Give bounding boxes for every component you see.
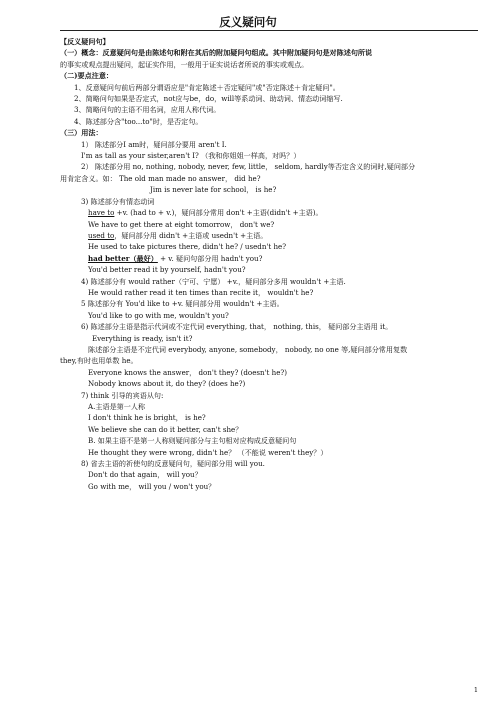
usage-6: 6) 陈述部分主语是指示代词或不定代词 everything, that， nothing, this， 疑问部分主语用 it。 — [81, 322, 393, 332]
usage-5: 5 陈述部分有 You'd like to +v. 疑问部分用 wouldn't +主语。 — [81, 299, 284, 309]
example-line: I don't think he is bright， is he? — [88, 413, 206, 423]
key-point-4: 4、陈述部分含"too...to"时，是否定句。 — [74, 116, 203, 126]
usage-3-had-better: had better（最好） + v. 疑问句部分用 hadn't you? — [88, 253, 263, 263]
example-line: Nobody knows about it, do they? (does he?) — [88, 379, 246, 389]
example-line: I'm as tall as your sister,aren't I? （我和你姐姐一样高，对吗？） — [81, 151, 301, 161]
key-point-1: 1、反意疑问句前后两部分谓语应是"肯定陈述＋否定疑问"或"否定陈述＋肯定疑问"。 — [74, 82, 340, 92]
usage-6-note-cont: they,有时也用单数 he。 — [60, 356, 138, 366]
document-title: 反义疑问句 — [219, 15, 277, 29]
example-line: You'd like to go with me, wouldn't you? — [88, 310, 229, 320]
document-body — [60, 36, 480, 492]
used-to-term: used to — [88, 230, 115, 240]
have-to-term: have to — [88, 208, 115, 218]
example-line: Don't do that again， will you？ — [88, 470, 202, 480]
title-divider — [60, 30, 478, 31]
usage-1: 1） 陈述部分I am时，疑问部分要用 aren't I. — [81, 139, 227, 149]
example-line: He used to take pictures there, didn't he? / usedn't he? — [88, 242, 287, 252]
usage-3: 3) 陈述部分有情态动词 — [81, 196, 155, 206]
usage-3-have-to: have to +v. (had to + v.)，疑问部分常用 don't +主语(didn't +主语)。 — [88, 208, 323, 218]
key-points-heading: （二)要点注意： — [60, 71, 114, 81]
usage-6-note: 陈述部分主语是不定代词 everybody, anyone, somebody， nobody, no one 等,疑问部分常用复数 — [88, 344, 408, 354]
example-line: We believe she can do it better, can't she？ — [88, 424, 243, 434]
key-point-3: 3、简略问句的主语不用名词，应用人称代词。 — [74, 105, 221, 115]
usage-2: 2） 陈述部分用 no, nothing, nobody, never, few, little， seldom, hardly等否定含义的词时,疑问部分 — [81, 162, 416, 172]
usage-8: 8) 省去主语的祈使句的反意疑问句，疑问部分用 will you. — [81, 459, 265, 469]
usage-7-a: A.主语是第一人称 — [88, 402, 146, 411]
key-point-2: 2、简略问句如果是否定式，not应与be，do，will等系动词、助动词、情态动词缩写. — [74, 94, 343, 104]
example-line: He would rather read it ten times than recite it， wouldn't he? — [88, 287, 314, 297]
example-line: You'd better read it by yourself, hadn't you? — [88, 265, 246, 275]
usage-4: 4) 陈述部分有 would rather（宁可、宁愿） +v.，疑问部分多用 wouldn't +主语. — [81, 276, 346, 286]
example-line: He thought they were wrong, didn't he？ （不能说 weren't they？） — [88, 447, 328, 457]
concept-line: （一）概念：反意疑问句是由陈述句和附在其后的附加疑问句组成。其中附加疑问句是对陈述句所说 — [60, 48, 373, 58]
concept-line-cont: 的事实或观点提出疑问，起证实作用，一般用于证实说话者所说的事实或观点。 — [60, 59, 309, 69]
section-heading: 【反义疑问句】 — [60, 37, 110, 46]
example-line: Everything is ready, isn't it? — [92, 333, 193, 343]
usage-3-used-to: used to，疑问部分用 didn't +主语或 usedn't +主语。 — [88, 230, 268, 240]
page-number: 1 — [473, 686, 478, 694]
example-line: Jim is never late for school， is he? — [150, 185, 277, 195]
usage-7: 7) think 引导的宾语从句: — [81, 390, 164, 400]
example-line: Go with me， will you / won't you？ — [88, 481, 216, 491]
usage-7-b: B. 如果主语不是第一人称则疑问部分与主句相对应构成反意疑问句 — [88, 436, 297, 446]
had-better-term: had better（最好） — [88, 253, 158, 263]
example-line: We have to get there at eight tomorrow， don't we? — [88, 219, 275, 229]
example-line: Everyone knows the answer， don't they? (doesn't he?) — [88, 367, 287, 377]
usage-2-cont: 用肯定含义。如： The old man made no answer， did he? — [60, 173, 261, 183]
usage-heading: （三）用法： — [60, 128, 103, 138]
